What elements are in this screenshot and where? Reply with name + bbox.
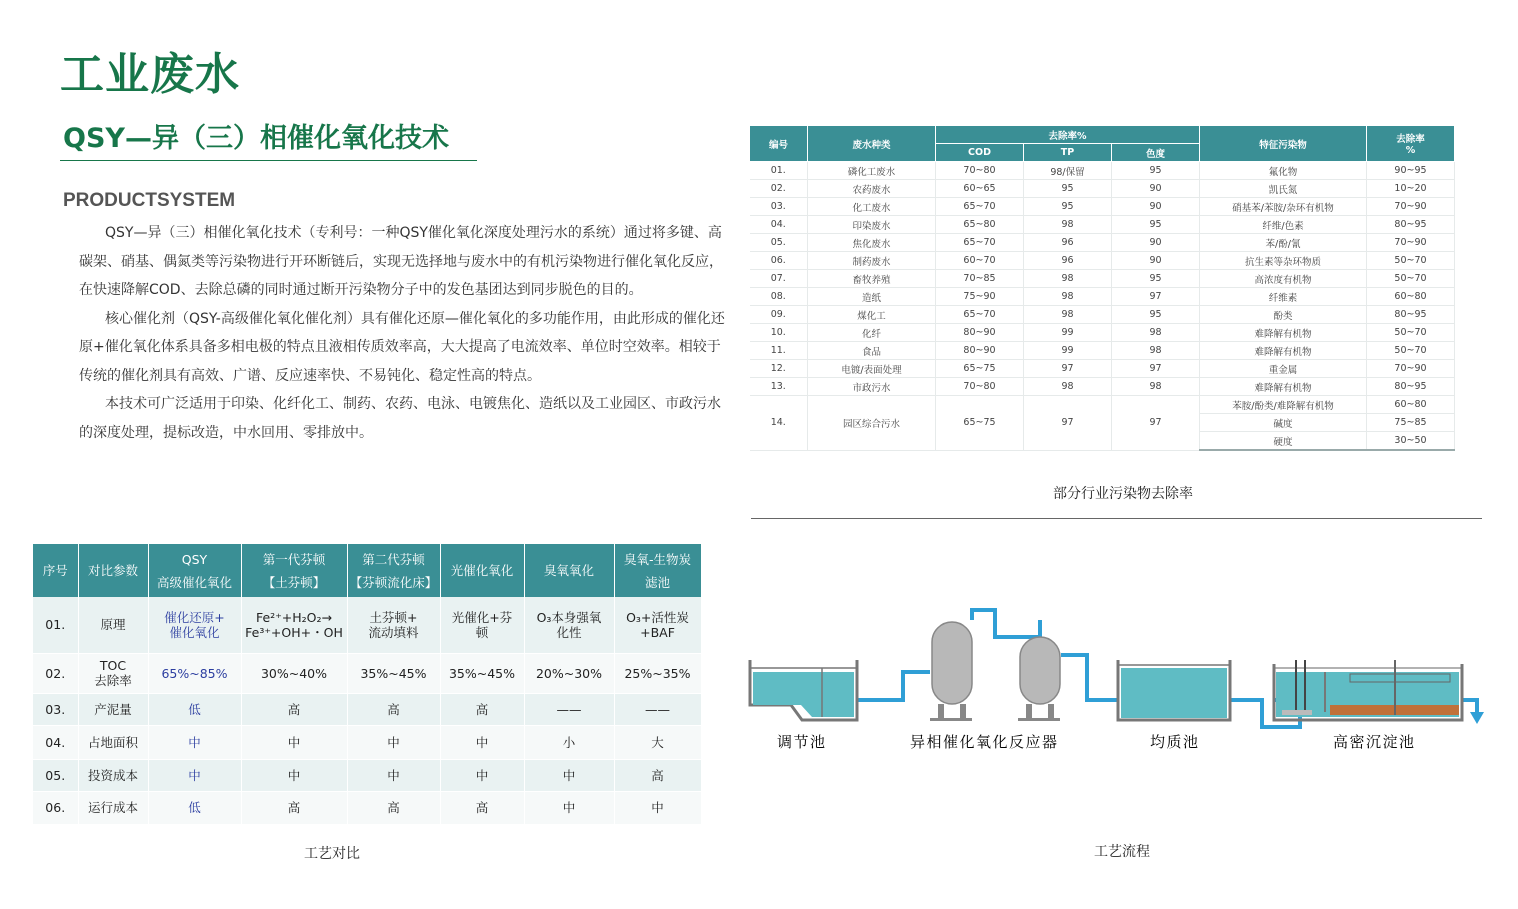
cell-pollutant: 纤维素 bbox=[1200, 288, 1367, 306]
cell-no: 08. bbox=[750, 288, 808, 306]
table-row bbox=[750, 252, 1455, 270]
intro-paragraph: 核心催化剂（QSY-高级催化氧化催化剂）具有催化还原—催化氧化的多功能作用，由此形成的催化还原+催化氧化体系具备多相电极的特点且液相传质效率高，大大提高了电流效率、单位时空效率。相较于传统的催化剂具有高效、广谱、反应速率快、不易钝化、稳定性高的特点。 bbox=[79, 310, 725, 384]
header-gen2-line2: 【芬顿流化床】 bbox=[349, 574, 438, 590]
header-photo: 光催化氧化 bbox=[440, 544, 524, 597]
cell-cod: 65~70 bbox=[936, 234, 1024, 252]
cell-baf: O₃+活性炭 +BAF bbox=[614, 597, 701, 653]
cell-gen2: 高 bbox=[347, 791, 440, 824]
table-row bbox=[750, 234, 1455, 252]
cell-removal: 75~85 bbox=[1367, 414, 1455, 432]
header-pollutant-removal bbox=[1367, 126, 1455, 162]
cell-cod: 60~70 bbox=[936, 252, 1024, 270]
cell-gen1: 中 bbox=[241, 759, 347, 791]
cell-tp: 98 bbox=[1024, 270, 1112, 288]
cell-photo: 光催化+芬 顿 bbox=[440, 597, 524, 653]
cell-pollutant: 碱度 bbox=[1200, 414, 1367, 432]
table-row-last bbox=[750, 396, 1455, 414]
cell-pollutant: 抗生素等杂环物质 bbox=[1200, 252, 1367, 270]
product-system-heading: PRODUCTSYSTEM bbox=[63, 190, 236, 211]
cell-removal: 90~95 bbox=[1367, 162, 1455, 180]
cell-no: 13. bbox=[750, 378, 808, 396]
catalytic-reactor-2 bbox=[1018, 637, 1060, 721]
table-row bbox=[750, 360, 1455, 378]
cell-color: 98 bbox=[1112, 378, 1200, 396]
cell-photo: 高 bbox=[440, 791, 524, 824]
cell-pollutant: 酚类 bbox=[1200, 306, 1367, 324]
header-wastewater-type: 废水种类 bbox=[808, 126, 936, 162]
page-title: 工业废水 bbox=[60, 49, 240, 100]
cell-ozone: 中 bbox=[524, 759, 614, 791]
cell-tp: 97 bbox=[1024, 396, 1112, 451]
cell-removal: 30~50 bbox=[1367, 432, 1455, 451]
cell-removal: 80~95 bbox=[1367, 306, 1455, 324]
table-row bbox=[750, 306, 1455, 324]
table-row bbox=[33, 759, 701, 791]
outlet-arrow-icon bbox=[1470, 712, 1484, 724]
cell-no: 11. bbox=[750, 342, 808, 360]
process-label: 均质池 bbox=[1150, 733, 1200, 751]
cell-no: 05. bbox=[750, 234, 808, 252]
cell-type: 化纤 bbox=[808, 324, 936, 342]
cell-cod: 70~80 bbox=[936, 378, 1024, 396]
header-no: 编号 bbox=[750, 126, 808, 162]
cell-tp: 99 bbox=[1024, 324, 1112, 342]
header-color: 色度 bbox=[1112, 144, 1200, 162]
cell-baf: 高 bbox=[614, 759, 701, 791]
cell-removal: 70~90 bbox=[1367, 360, 1455, 378]
cell-color: 98 bbox=[1112, 324, 1200, 342]
cell-removal: 10~20 bbox=[1367, 180, 1455, 198]
cell-ozone: 小 bbox=[524, 725, 614, 759]
cell-photo: 35%~45% bbox=[440, 653, 524, 693]
process-label: 调节池 bbox=[777, 733, 827, 751]
cell-type: 印染废水 bbox=[808, 216, 936, 234]
cell-baf: 大 bbox=[614, 725, 701, 759]
cell-color: 98 bbox=[1112, 342, 1200, 360]
cell-color: 97 bbox=[1112, 396, 1200, 451]
sedimentation-tank bbox=[1274, 660, 1462, 720]
cell-removal: 80~95 bbox=[1367, 378, 1455, 396]
section-subtitle: QSY—异（三）相催化氧化技术 bbox=[63, 123, 449, 154]
header-removal-label: 去除率 bbox=[1396, 134, 1425, 145]
table-row bbox=[750, 270, 1455, 288]
header-param: 对比参数 bbox=[78, 544, 148, 597]
cell-cod: 65~75 bbox=[936, 396, 1024, 451]
equalization-tank bbox=[750, 660, 857, 720]
cell-cod: 80~90 bbox=[936, 324, 1024, 342]
cell-type: 电镀/表面处理 bbox=[808, 360, 936, 378]
header-qsy bbox=[148, 544, 241, 597]
cell-qsy: 65%~85% bbox=[148, 653, 241, 693]
cell-gen2: 35%~45% bbox=[347, 653, 440, 693]
cell-qsy: 中 bbox=[148, 759, 241, 791]
cell-pollutant: 难降解有机物 bbox=[1200, 342, 1367, 360]
cell-no: 06. bbox=[33, 791, 78, 824]
cell-param: 产泥量 bbox=[78, 693, 148, 725]
cell-photo: 中 bbox=[440, 759, 524, 791]
cell-ozone: 中 bbox=[524, 791, 614, 824]
header-removal-unit: % bbox=[1405, 145, 1416, 156]
cell-gen2: 中 bbox=[347, 725, 440, 759]
cell-type: 农药废水 bbox=[808, 180, 936, 198]
cell-pollutant: 高浓度有机物 bbox=[1200, 270, 1367, 288]
intro-text bbox=[79, 219, 729, 447]
cell-no: 06. bbox=[750, 252, 808, 270]
cell-cod: 65~70 bbox=[936, 198, 1024, 216]
cell-removal: 70~90 bbox=[1367, 234, 1455, 252]
header-ozone: 臭氧氧化 bbox=[524, 544, 614, 597]
cell-no: 10. bbox=[750, 324, 808, 342]
cell-qsy: 中 bbox=[148, 725, 241, 759]
cell-no: 07. bbox=[750, 270, 808, 288]
cell-ozone: —— bbox=[524, 693, 614, 725]
table-row bbox=[33, 791, 701, 824]
cell-color: 97 bbox=[1112, 288, 1200, 306]
process-flow-diagram bbox=[740, 605, 1492, 755]
cell-pollutant: 硝基苯/苯胺/杂环有机物 bbox=[1200, 198, 1367, 216]
cell-type: 煤化工 bbox=[808, 306, 936, 324]
header-pollutant: 特征污染物 bbox=[1200, 126, 1367, 162]
cell-param: 投资成本 bbox=[78, 759, 148, 791]
cell-color: 90 bbox=[1112, 252, 1200, 270]
cell-pollutant: 凯氏氮 bbox=[1200, 180, 1367, 198]
cell-tp: 99 bbox=[1024, 342, 1112, 360]
cell-no: 05. bbox=[33, 759, 78, 791]
cell-color: 95 bbox=[1112, 216, 1200, 234]
cell-pollutant: 硬度 bbox=[1200, 432, 1367, 451]
cell-no: 01. bbox=[750, 162, 808, 180]
cell-ozone: 20%~30% bbox=[524, 653, 614, 693]
table-row bbox=[750, 342, 1455, 360]
header-gen2 bbox=[347, 544, 440, 597]
cell-pollutant: 难降解有机物 bbox=[1200, 324, 1367, 342]
cell-removal: 70~90 bbox=[1367, 198, 1455, 216]
intro-paragraph: 本技术可广泛适用于印染、化纤化工、制药、农药、电泳、电镀焦化、造纸以及工业园区、市政污水的深度处理，提标改造，中水回用、零排放中。 bbox=[79, 396, 721, 441]
cell-no: 03. bbox=[33, 693, 78, 725]
table-row bbox=[750, 216, 1455, 234]
process-flow-caption: 工艺流程 bbox=[1094, 844, 1150, 860]
cell-no: 09. bbox=[750, 306, 808, 324]
cell-tp: 98 bbox=[1024, 288, 1112, 306]
cell-qsy: 低 bbox=[148, 791, 241, 824]
cell-no: 03. bbox=[750, 198, 808, 216]
cell-photo: 中 bbox=[440, 725, 524, 759]
cell-type: 畜牧养殖 bbox=[808, 270, 936, 288]
cell-removal: 80~95 bbox=[1367, 216, 1455, 234]
table-row bbox=[33, 653, 701, 693]
header-no: 序号 bbox=[33, 544, 78, 597]
cell-gen1: 中 bbox=[241, 725, 347, 759]
compare-table-caption: 工艺对比 bbox=[304, 846, 360, 862]
cell-baf: 25%~35% bbox=[614, 653, 701, 693]
table-row bbox=[750, 198, 1455, 216]
header-gen1 bbox=[241, 544, 347, 597]
cell-tp: 96 bbox=[1024, 234, 1112, 252]
cell-cod: 70~80 bbox=[936, 162, 1024, 180]
cell-tp: 96 bbox=[1024, 252, 1112, 270]
table-row bbox=[33, 725, 701, 759]
cell-gen1: 高 bbox=[241, 791, 347, 824]
header-gen1-line1: 第一代芬顿 bbox=[262, 551, 326, 567]
table-row bbox=[750, 378, 1455, 396]
cell-gen1: Fe²⁺+H₂O₂→ Fe³⁺+OH+・OH bbox=[241, 597, 347, 653]
cell-color: 90 bbox=[1112, 234, 1200, 252]
cell-baf: 中 bbox=[614, 791, 701, 824]
subtitle-underline bbox=[60, 160, 477, 161]
cell-removal: 60~80 bbox=[1367, 396, 1455, 414]
cell-type: 磷化工废水 bbox=[808, 162, 936, 180]
cell-baf: —— bbox=[614, 693, 701, 725]
cell-tp: 98 bbox=[1024, 216, 1112, 234]
process-label: 异相催化氧化反应器 bbox=[910, 733, 1059, 751]
cell-pollutant: 重金属 bbox=[1200, 360, 1367, 378]
section-divider bbox=[751, 518, 1482, 519]
cell-pollutant: 纤维/色素 bbox=[1200, 216, 1367, 234]
cell-cod: 65~75 bbox=[936, 360, 1024, 378]
header-qsy-line1: QSY bbox=[181, 551, 208, 567]
cell-pollutant: 苯胺/酚类/难降解有机物 bbox=[1200, 396, 1367, 414]
cell-gen2: 高 bbox=[347, 693, 440, 725]
cell-color: 97 bbox=[1112, 360, 1200, 378]
cell-pollutant: 苯/酚/氰 bbox=[1200, 234, 1367, 252]
cell-param: TOC 去除率 bbox=[78, 653, 148, 693]
cell-pollutant: 氟化物 bbox=[1200, 162, 1367, 180]
table-row bbox=[33, 597, 701, 653]
cell-param: 占地面积 bbox=[78, 725, 148, 759]
cell-cod: 60~65 bbox=[936, 180, 1024, 198]
header-qsy-line2: 高级催化氧化 bbox=[156, 574, 232, 590]
cell-gen2: 中 bbox=[347, 759, 440, 791]
cell-type: 焦化废水 bbox=[808, 234, 936, 252]
cell-tp: 95 bbox=[1024, 180, 1112, 198]
cell-tp: 98/保留 bbox=[1024, 162, 1112, 180]
cell-tp: 97 bbox=[1024, 360, 1112, 378]
cell-color: 90 bbox=[1112, 198, 1200, 216]
cell-gen2: 土芬顿+ 流动填料 bbox=[347, 597, 440, 653]
cell-no: 12. bbox=[750, 360, 808, 378]
cell-gen1: 高 bbox=[241, 693, 347, 725]
cell-color: 95 bbox=[1112, 270, 1200, 288]
cell-no: 02. bbox=[750, 180, 808, 198]
header-baf-line2: 滤池 bbox=[644, 574, 670, 590]
cell-type: 制药废水 bbox=[808, 252, 936, 270]
cell-color: 95 bbox=[1112, 306, 1200, 324]
cell-ozone: O₃本身强氧 化性 bbox=[524, 597, 614, 653]
cell-removal: 60~80 bbox=[1367, 288, 1455, 306]
table-row bbox=[750, 288, 1455, 306]
cell-qsy: 催化还原+ 催化氧化 bbox=[148, 597, 241, 653]
cell-cod: 70~85 bbox=[936, 270, 1024, 288]
cell-cod: 80~90 bbox=[936, 342, 1024, 360]
table-row bbox=[750, 324, 1455, 342]
process-label: 高密沉淀池 bbox=[1333, 733, 1416, 751]
cell-tp: 98 bbox=[1024, 378, 1112, 396]
cell-type: 造纸 bbox=[808, 288, 936, 306]
removal-rate-table bbox=[749, 125, 1455, 451]
cell-type: 化工废水 bbox=[808, 198, 936, 216]
header-baf bbox=[614, 544, 701, 597]
header-gen2-line1: 第二代芬顿 bbox=[362, 551, 425, 567]
cell-photo: 高 bbox=[440, 693, 524, 725]
cell-no: 04. bbox=[33, 725, 78, 759]
header-gen1-line2: 【土芬顿】 bbox=[262, 574, 326, 590]
header-tp: TP bbox=[1024, 144, 1112, 162]
cell-no: 01. bbox=[33, 597, 78, 653]
removal-table-caption: 部分行业污染物去除率 bbox=[1053, 486, 1193, 502]
cell-removal: 50~70 bbox=[1367, 324, 1455, 342]
header-removal-rate: 去除率% bbox=[936, 126, 1200, 144]
cell-removal: 50~70 bbox=[1367, 342, 1455, 360]
table-row bbox=[750, 162, 1455, 180]
cell-no: 02. bbox=[33, 653, 78, 693]
cell-param: 运行成本 bbox=[78, 791, 148, 824]
process-comparison-table bbox=[33, 544, 702, 825]
cell-type: 市政污水 bbox=[808, 378, 936, 396]
cell-qsy: 低 bbox=[148, 693, 241, 725]
cell-cod: 75~90 bbox=[936, 288, 1024, 306]
cell-param: 原理 bbox=[78, 597, 148, 653]
cell-cod: 65~80 bbox=[936, 216, 1024, 234]
table-row bbox=[33, 693, 701, 725]
cell-removal: 50~70 bbox=[1367, 252, 1455, 270]
header-baf-line1: 臭氧-生物炭 bbox=[623, 551, 691, 567]
cell-gen1: 30%~40% bbox=[241, 653, 347, 693]
cell-color: 90 bbox=[1112, 180, 1200, 198]
homogenizing-tank bbox=[1118, 660, 1230, 720]
cell-no: 04. bbox=[750, 216, 808, 234]
cell-tp: 95 bbox=[1024, 198, 1112, 216]
header-cod: COD bbox=[936, 144, 1024, 162]
cell-tp: 98 bbox=[1024, 306, 1112, 324]
cell-color: 95 bbox=[1112, 162, 1200, 180]
cell-cod: 65~70 bbox=[936, 306, 1024, 324]
cell-type: 园区综合污水 bbox=[808, 396, 936, 451]
cell-removal: 50~70 bbox=[1367, 270, 1455, 288]
cell-no: 14. bbox=[750, 396, 808, 451]
cell-pollutant: 难降解有机物 bbox=[1200, 378, 1367, 396]
table-row bbox=[750, 180, 1455, 198]
cell-type: 食品 bbox=[808, 342, 936, 360]
catalytic-reactor-1 bbox=[930, 622, 972, 721]
intro-paragraph: QSY—异（三）相催化氧化技术（专利号：一种QSY催化氧化深度处理污水的系统）通过将多键、高碳架、硝基、偶氮类等污染物进行开环断链后，实现无选择地与废水中的有机污染物进行催化氧化反应，在快速降解COD、去除总磷的同时通过断开污染物分子中的发色基团达到同步脱色的目的。 bbox=[79, 225, 723, 298]
